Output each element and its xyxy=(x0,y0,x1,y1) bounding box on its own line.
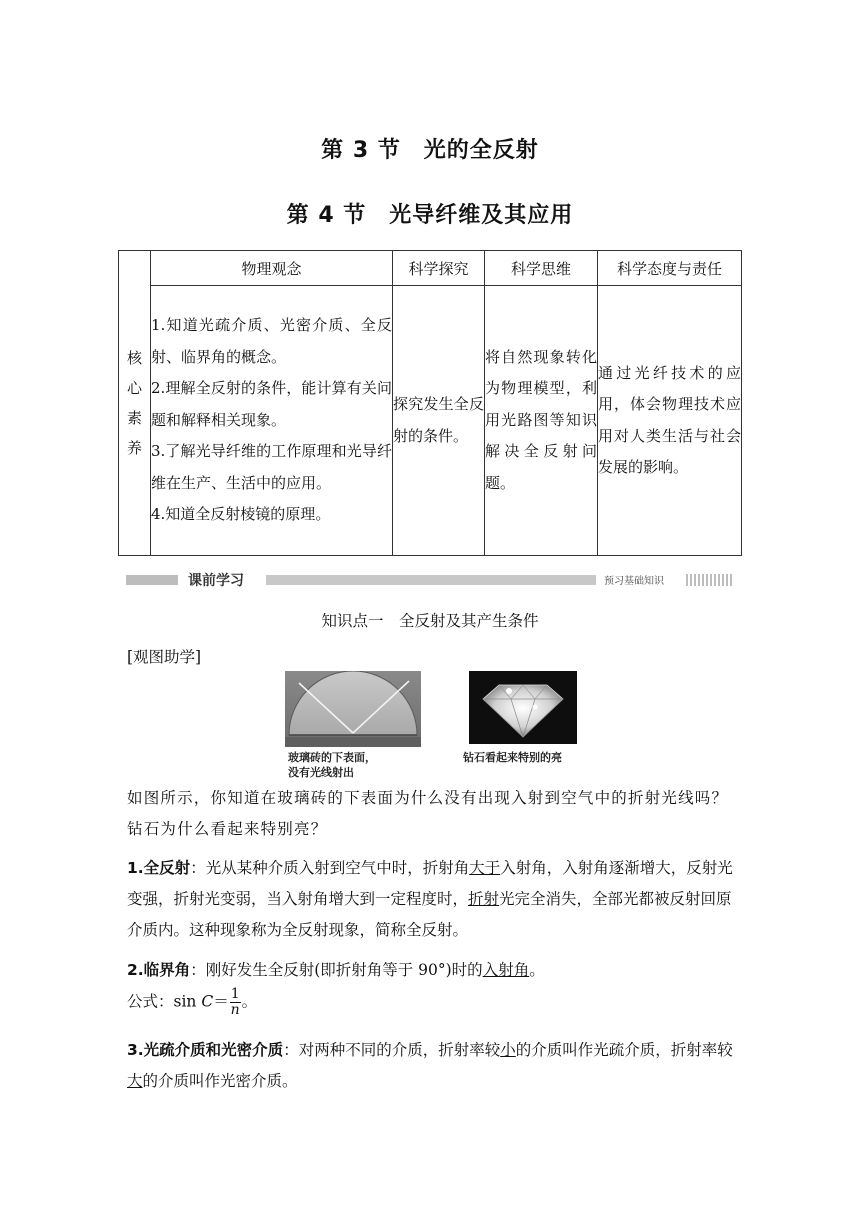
banner-stripes xyxy=(686,574,734,586)
diamond-image xyxy=(469,671,577,744)
core-literacy-label: 核 心 素 养 xyxy=(119,251,151,556)
total-reflection-definition: 1.全反射：光从某种介质入射到空气中时，折射角大于入射角，入射角逐渐增大，反射光变强，折射光变弱，当入射角增大到一定程度时，折射光完全消失，全部光都被反射回原介质内。这种现象称为全反射现象，简称全反射。 xyxy=(127,859,733,939)
glass-caption: 玻璃砖的下表面， 没有光线射出 xyxy=(288,751,376,779)
critical-angle-definition: 2.临界角：刚好发生全反射(即折射角等于 90°)时的入射角。 xyxy=(127,961,545,979)
critical-angle-formula: 公式：sin C＝ $\frac{1}{n}$ 。 xyxy=(127,986,258,1018)
header-thinking: 科学思维 xyxy=(485,251,598,286)
glass-brick-image xyxy=(285,671,421,747)
section-3-title: 第 3 节 光的全反射 xyxy=(321,138,539,163)
knowledge-point-title: 知识点一 全反射及其产生条件 xyxy=(321,612,539,630)
pre-class-banner xyxy=(126,571,734,589)
banner-bar xyxy=(266,575,596,585)
header-inquiry: 科学探究 xyxy=(393,251,485,286)
diamond-caption: 钻石看起来特别的亮 xyxy=(463,751,562,764)
section-4-title: 第 4 节 光导纤维及其应用 xyxy=(286,203,574,228)
banner-bar xyxy=(126,575,178,585)
banner-label: 课前学习 xyxy=(188,573,244,589)
header-physics-concept: 物理观念 xyxy=(151,251,393,286)
thinking-cell: 将自然现象转化为物理模型，利用光路图等知识解决全反射问题。 xyxy=(485,286,598,556)
media-definition: 3.光疏介质和光密介质：对两种不同的介质，折射率较小的介质叫作光疏介质，折射率较大的介质叫作光密介质。 xyxy=(127,1041,733,1090)
physics-concept-cell: 1.知道光疏介质、光密介质、全反射、临界角的概念。 2.理解全反射的条件，能计算有关问题和解释相关现象。 3.了解光导纤维的工作原理和光导纤维在生产、生活中的应用。 4.知道全反射棱镜的原理。 xyxy=(151,286,393,556)
attitude-cell: 通过光纤技术的应用，体会物理技术应用对人类生活与社会发展的影响。 xyxy=(598,286,742,556)
fraction: $\frac{1}{n}$ xyxy=(230,986,240,1018)
inquiry-cell: 探究发生全反射的条件。 xyxy=(393,286,485,556)
guide-label: [观图助学] xyxy=(127,648,202,666)
banner-tag: 预习基础知识 xyxy=(604,576,664,587)
header-attitude: 科学态度与责任 xyxy=(598,251,742,286)
core-literacy-table xyxy=(118,250,742,556)
question-text: 如图所示，你知道在玻璃砖的下表面为什么没有出现入射到空气中的折射光线吗？钻石为什么看起来特别亮？ xyxy=(127,789,729,838)
